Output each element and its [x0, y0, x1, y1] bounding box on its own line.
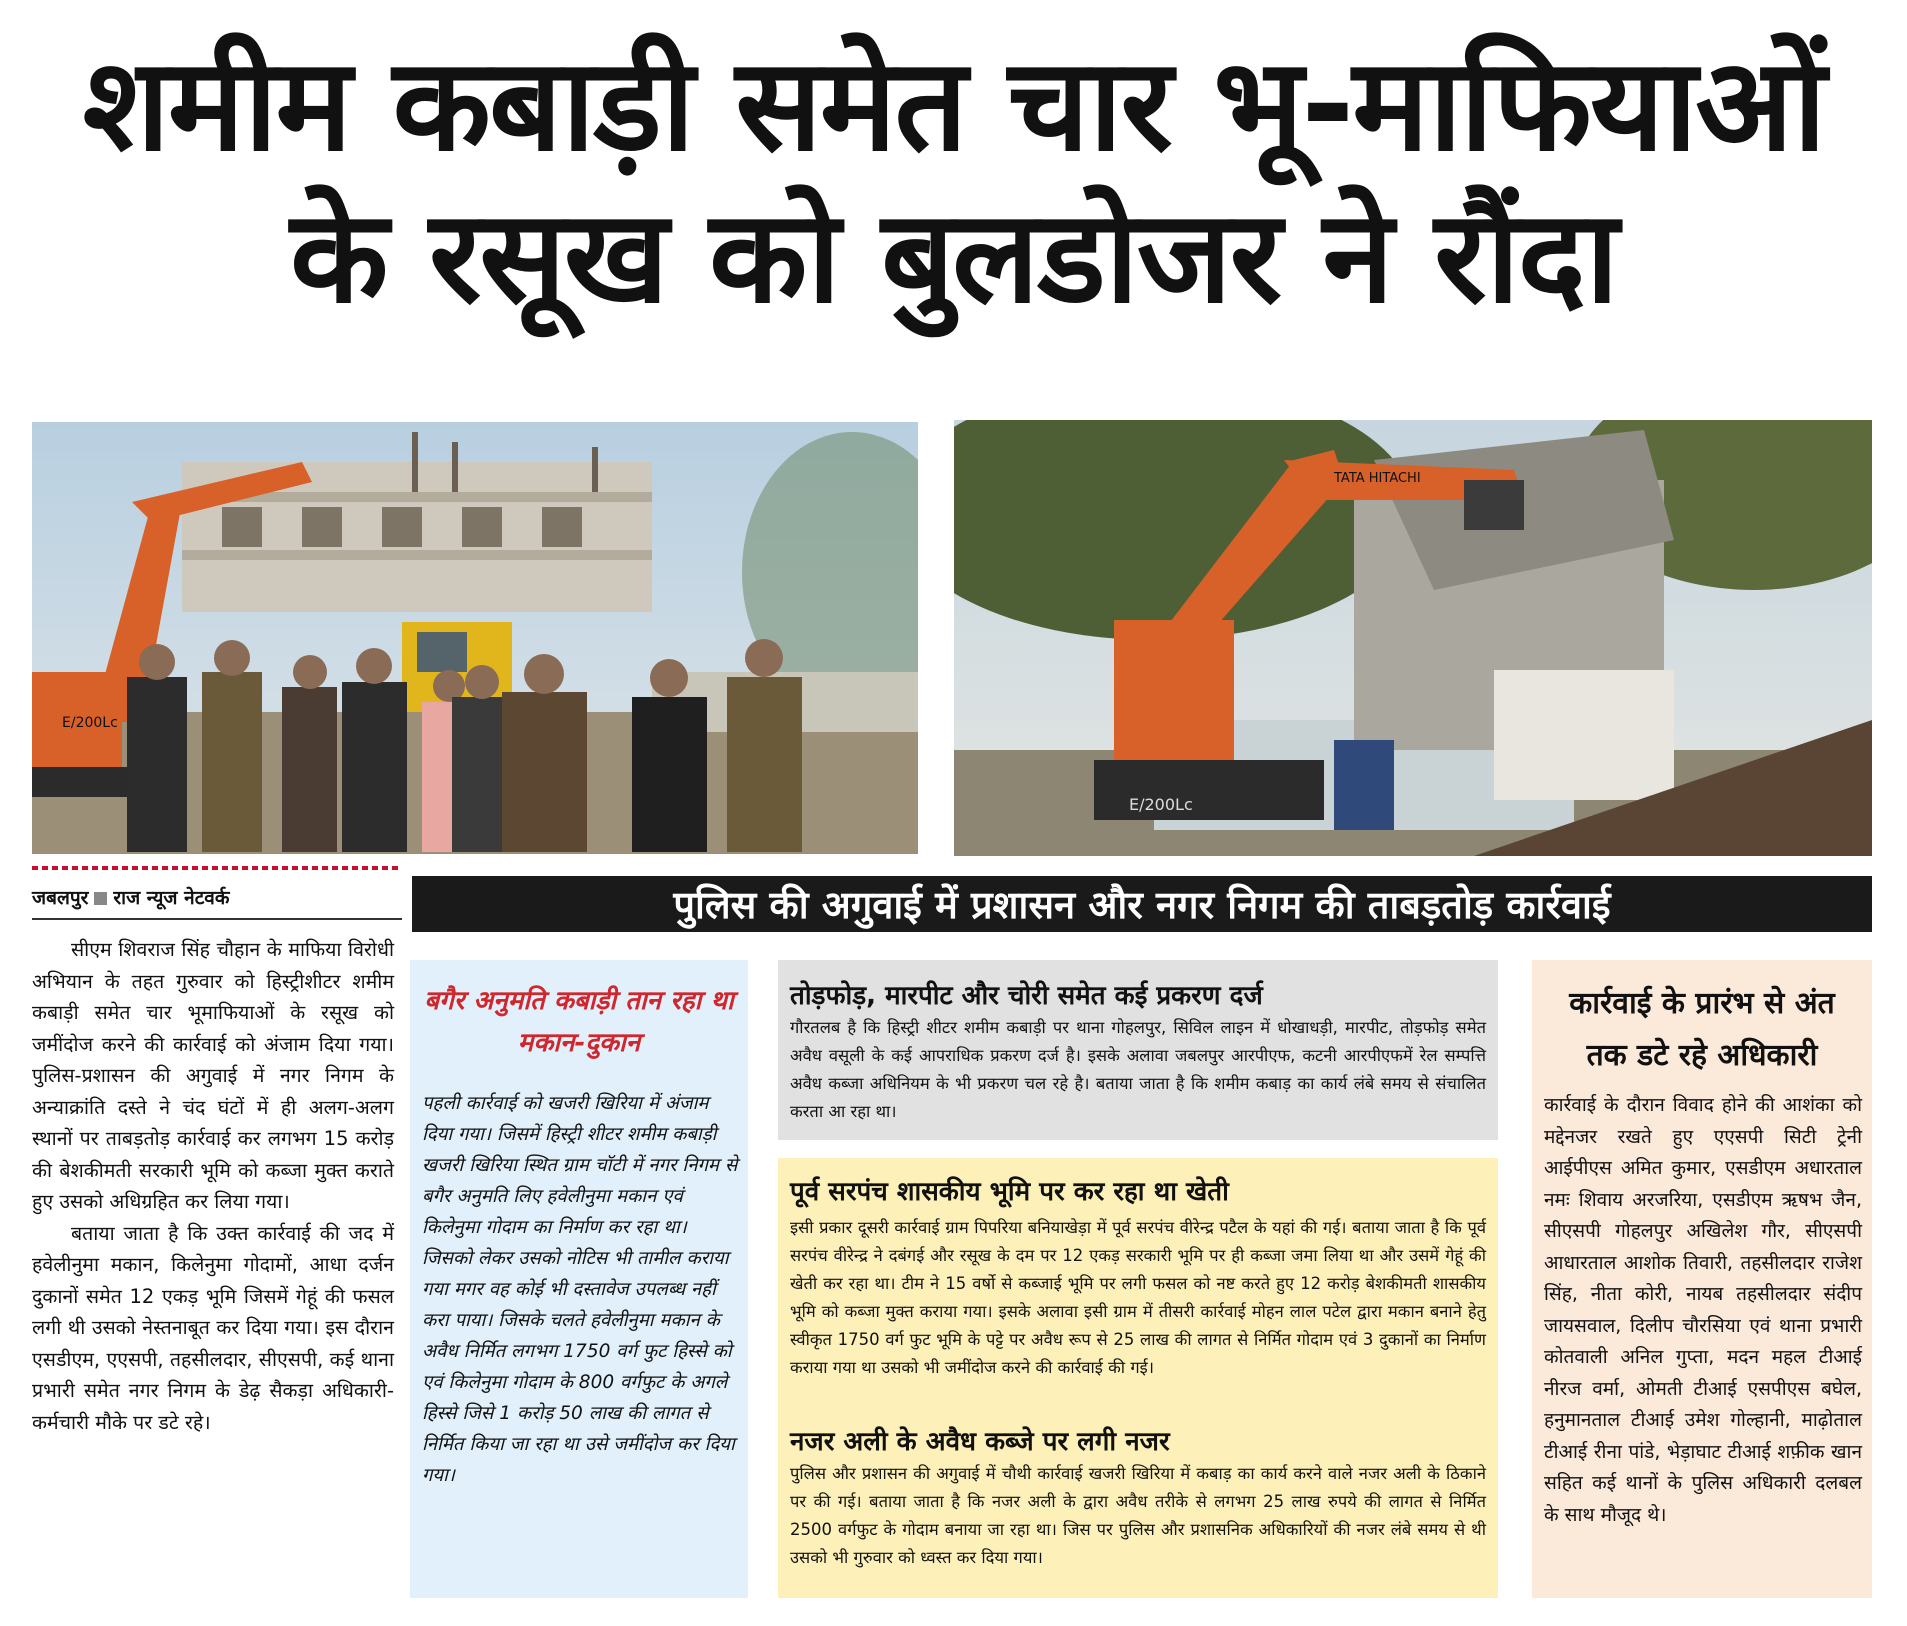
byline-city: जबलपुर [32, 887, 89, 909]
box-pink-body: कार्रवाई के दौरान विवाद होने की आशंका को मद्देनजर रखते हुए एएसपी सिटी ट्रेनी आईपीएस अमित कुमार, एसडीएम अधारताल नमः शिवाय अरजरिया, एसडीएम ऋषभ जैन, सीएसपी गोहलपुर अखिलेश गौर, सीएसपी आधारताल आशोक तिवारी, तहसीलदार राजेश सिंह, नीता कोरी, नायब तहसीलदार संदीप जायसवाल, दिलीप चौरसिया एवं थाना प्रभारी कोतवाली अनिल गुप्ता, मदन महल टीआई नीरज वर्मा, ओमती टीआई एसपीएस बघेल, हनुमानताल टीआई उमेश गोल्हानी, माढ़ोताल टीआई रीना पांडे, भेड़ाघाट टीआई शफ़ीक खान सहित कई थानों के पुलिस अधिकारी दलबल के साथ मौजूद थे। [1544, 1094, 1862, 1526]
photo-officials-at-site [32, 422, 918, 854]
main-article-paragraph-1: सीएम शिवराज सिंह चौहान के माफिया विरोधी अभियान के तहत गुरुवार को हिस्ट्रीशीटर शमीम कबाड़ी समेत चार भूमाफियाओं के रसूख को जमींदोज करने की कार्रवाई को अंजाम दिया गया। पुलिस-प्रशासन की अगुवाई में नगर निगम के अन्याक्रांति दस्ते ने चंद घंटों में ही अलग-अलग स्थानों पर ताबड़तोड़ कार्रवाई कर लगभग 15 करोड़ की बेशकीमती सरकारी भूमि को कब्जा मुक्त कराते हुए उसको अधिग्रहित कर लिया गया। [32, 938, 394, 1213]
byline [32, 884, 402, 910]
box-yellow-title-2: नजर अली के अवैध कब्जे पर लगी नजर [790, 1427, 1170, 1457]
photo-excavator-demolition [954, 420, 1872, 856]
sidebar-box-cases-registered [778, 960, 1498, 1140]
box-blue-body: पहली कार्रवाई को खजरी खिरिया में अंजाम दिया गया। जिसमें हिस्ट्री शीटर शमीम कबाड़ी खजरी खिरिया स्थित ग्राम चॉटी में नगर निगम से बगैर अनुमति लिए हवेलीनुमा मकान एवं किलेनुमा गोदाम का निर्माण कर रहा था। जिसको लेकर उसको नोटिस भी तामील कराया गया मगर वह कोई भी दस्तावेज उपलब्ध नहीं करा पाया। जिसके चलते हवेलीनुमा मकान के अवैध निर्मित लगभग 1750 वर्ग फुट हिस्से को एवं किलेनुमा गोदाम के 800 वर्गफुट के अगले हिस्से जिसे 1 करोड़ 50 लाख की लागत से निर्मित किया जा रहा था उसे जमींदोज कर दिया गया। [422, 1093, 738, 1486]
box-yellow-body-2: पुलिस और प्रशासन की अगुवाई में चौथी कार्रवाई खजरी खिरिया में कबाड़ का कार्य करने वाले नजर अली के ठिकाने पर की गई। बताया जाता है कि नजर अली के द्वारा अवैध तरीके से लगभग 25 लाख रुपये की लागत से निर्मित 2500 वर्गफुट के गोदाम बनाया जा रहा था। जिस पर पुलिस और प्रशासनिक अधिकारियों की नजर लंबे समय से थी उसको भी गुरुवार को ध्वस्त कर दिया गया। [790, 1464, 1486, 1567]
byline-dashed-rule [32, 866, 398, 870]
box-gray-title: तोड़फोड़, मारपीट और चोरी समेत कई प्रकरण दर्ज [790, 981, 1263, 1011]
sidebar-box-land-encroachments [778, 1158, 1498, 1598]
byline-network: राज न्यूज नेटवर्क [113, 887, 230, 909]
box-yellow-body-1: इसी प्रकार दूसरी कार्रवाई ग्राम पिपरिया बनियाखेड़ा में पूर्व सरपंच वीरेन्द्र पटैल के यहां की गई। बताया जाता है कि पूर्व सरपंच वीरेन्द्र ने दबंगई और रसूख के दम पर 12 एकड़ सरकारी भूमि पर ही कब्जा जमा लिया था और उसमें गेहूं की खेती कर रहा था। टीम ने 15 वर्षो से कब्जाई भूमि पर लगी फसल को नष्ट करते हुए 12 करोड़ बेशकीमती शासकीय भूमि को कब्जा मुक्त कराया गया। इसके अलावा इसी ग्राम में तीसरी कार्रवाई मोहन लाल पटेल द्वारा मकान बनाने हेतु स्वीकृत 1750 वर्ग फुट भूमि के पट्टे पर अवैध रूप से 25 लाख की लागत से निर्मित गोदाम एवं 3 दुकानों का निर्माण कराया गया था उसको भी जमींदोज करने की कार्रवाई की गई। [790, 1218, 1486, 1377]
right-machine-brand: TATA HITACHI [1334, 471, 1421, 486]
box-blue-title: बगैर अनुमति कबाड़ी तान रहा था मकान-दुकान [424, 986, 734, 1058]
box-pink-title: कार्रवाई के प्रारंभ से अंत तक डटे रहे अधिकारी [1569, 986, 1835, 1073]
headline-line-2: के रसूख को बुलडोजर ने रौंदा [290, 183, 1617, 332]
box-yellow-title-1: पूर्व सरपंच शासकीय भूमि पर कर रहा था खेती [790, 1177, 1229, 1207]
headline-line-1: शमीम कबाड़ी समेत चार भू-माफियाओं [82, 31, 1825, 180]
left-machine-label: E/200Lc [62, 715, 118, 731]
sidebar-box-unauthorized-construction [410, 960, 748, 1598]
main-article [32, 934, 394, 1438]
sidebar-box-officials-present [1532, 960, 1872, 1598]
square-bullet-icon [94, 892, 107, 905]
main-article-paragraph-2: बताया जाता है कि उक्त कार्रवाई की जद में हवेलीनुमा मकान, किलेनुमा गोदामों, आधा दर्जन दुकानों समेत 12 एकड़ भूमि जिसमें गेहूं की फसल लगी थी उसको नेस्तनाबूत कर दिया गया। इस दौरान एसडीएम, एएसपी, तहसीलदार, सीएसपी, कई थाना प्रभारी समेत नगर निगम के डेढ़ सैकड़ा अधिकारी-कर्मचारी मौके पर डटे रहे। [32, 1221, 394, 1434]
box-gray-body: गौरतलब है कि हिस्ट्री शीटर शमीम कबाड़ी पर थाना गोहलपुर, सिविल लाइन में धोखाधड़ी, मारपीट, तोड़फोड़ समेत अवैध वसूली के कई आपराधिक प्रकरण दर्ज है। इसके अलावा जबलपुर आरपीएफ, कटनी आरपीएफमें रेल सम्पत्ति अवैध कब्जा अधिनियम के भी प्रकरण चल रहे है। बताया जाता है कि शमीम कबाड़ का कार्य लंबे समय से संचालित करता आ रहा था। [790, 1018, 1486, 1121]
byline-underline [32, 918, 402, 920]
section-banner: पुलिस की अगुवाई में प्रशासन और नगर निगम की ताबड़तोड़ कार्रवाई [412, 876, 1872, 932]
right-machine-model: E/200Lc [1129, 795, 1193, 814]
headline [0, 30, 1907, 334]
